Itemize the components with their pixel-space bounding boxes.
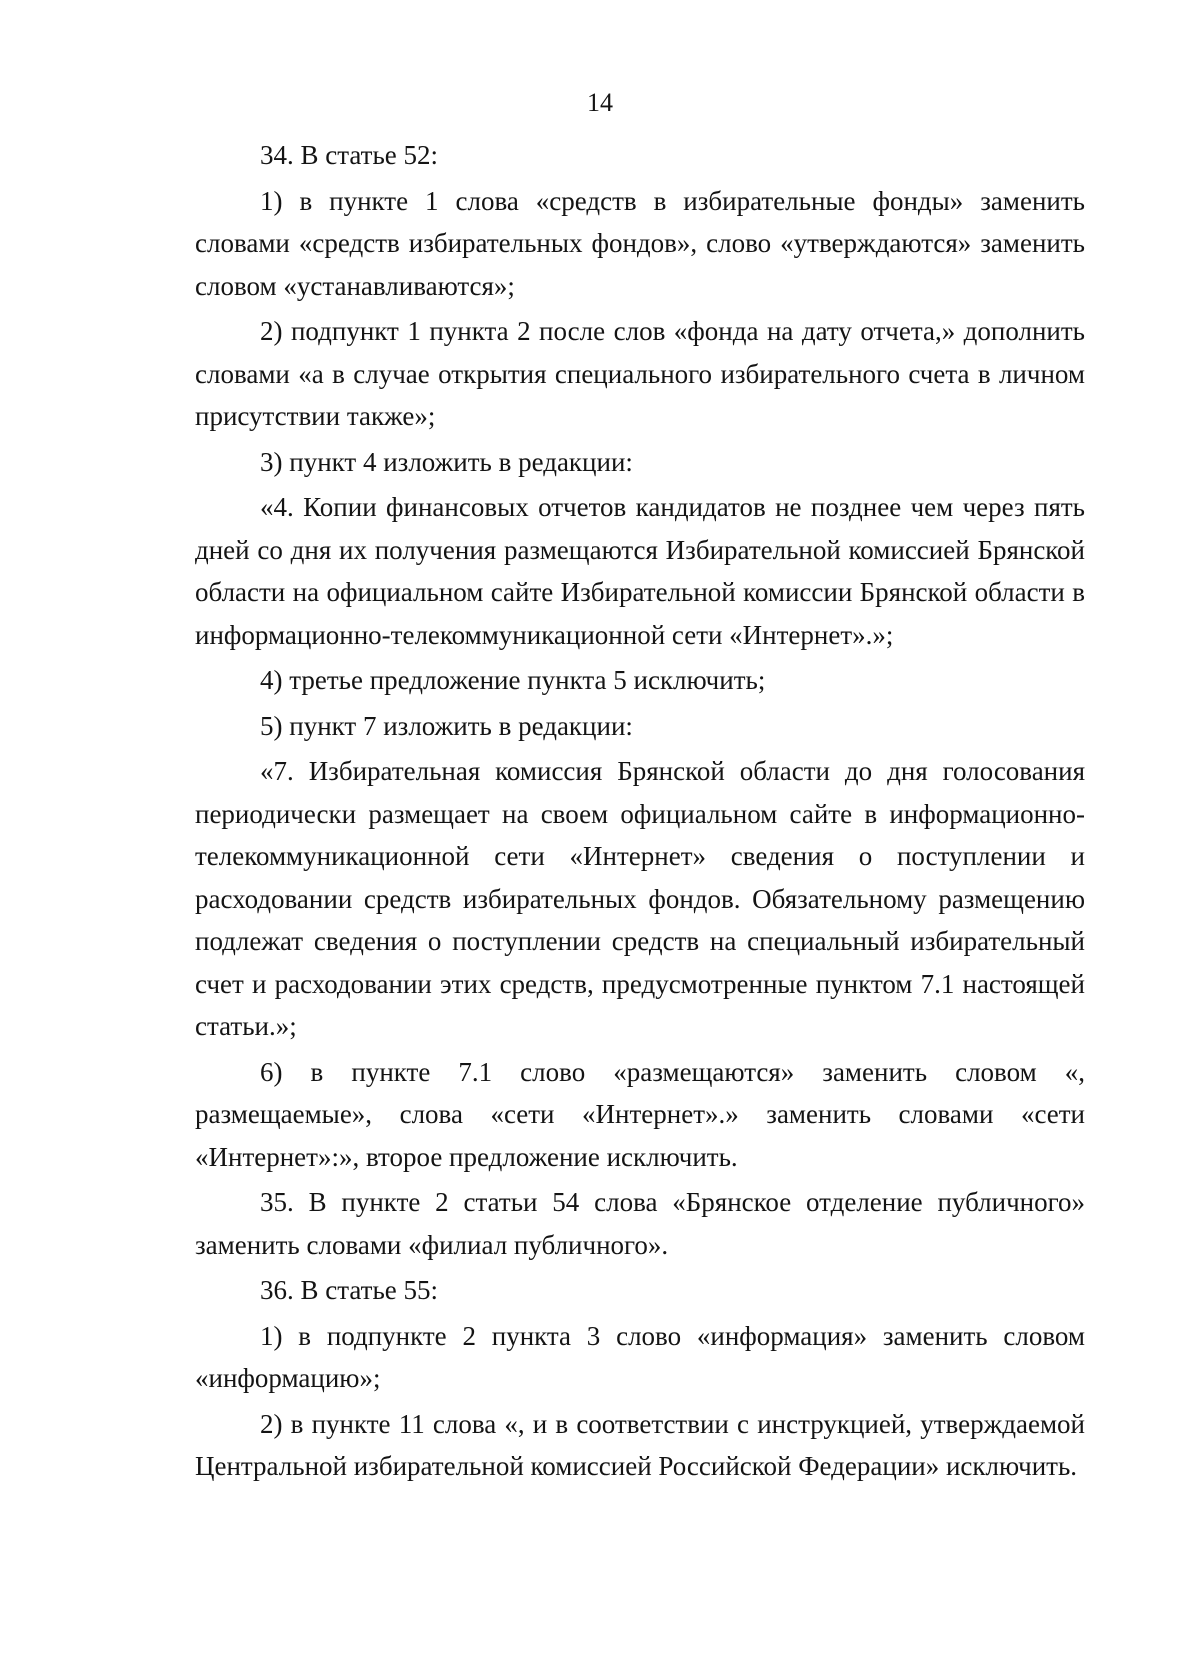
- paragraph-article-55-item-2: 2) в пункте 11 слова «, и в соответствии с инструкцией, утверждаемой Центральной избирательной комиссией Российской Федерации» исключить.: [195, 1408, 1085, 1481]
- paragraph-article-35: 35. В пункте 2 статьи 54 слова «Брянское отделение публичного» заменить словами «филиал публичного».: [195, 1187, 1085, 1260]
- paragraph-article-55-item-1: 1) в подпункте 2 пункта 3 слово «информация» заменить словом «информацию»;: [195, 1320, 1085, 1393]
- paragraph-item-2: 2) подпункт 1 пункта 2 после слов «фонда на дату отчета,» дополнить словами «а в случае открытия специального избирательного счета в личном присутствии также»;: [195, 316, 1085, 431]
- paragraph-item-6: 6) в пункте 7.1 слово «размещаются» заменить словом «, размещаемые», слова «сети «Интернет».» заменить словами «сети «Интернет»:», второе предложение исключить.: [195, 1056, 1085, 1172]
- paragraph-point-4-text: «4. Копии финансовых отчетов кандидатов не позднее чем через пять дней со дня их получения размещаются Избирательной комиссией Брянской области на официальном сайте Избирательной комиссии Брянской области в информационно-телекоммуникационной сети «Интернет».»;: [195, 492, 1085, 650]
- article-55-heading: 36. В статье 55:: [260, 1275, 439, 1305]
- article-52-heading: 34. В статье 52:: [260, 140, 439, 170]
- document-body: [195, 134, 1085, 1488]
- paragraph-item-3: 3) пункт 4 изложить в редакции:: [260, 446, 633, 477]
- page-number: 14: [587, 88, 613, 117]
- paragraph-item-1: 1) в пункте 1 слова «средств в избирательные фонды» заменить словами «средств избирательных фондов», слово «утверждаются» заменить словом «устанавливаются»;: [195, 185, 1085, 301]
- paragraph-point-7-text: «7. Избирательная комиссия Брянской области до дня голосования периодически размещает на своем официальном сайте в информационно-телекоммуникационной сети «Интернет» сведения о поступлении и расходовании средств избирательных фондов. Обязательному размещению подлежат сведения о поступлении средств на специальный избирательный счет и расходовании этих средств, предусмотренные пунктом 7.1 настоящей статьи.»;: [195, 756, 1085, 1041]
- paragraph-item-5: 5) пункт 7 изложить в редакции:: [260, 710, 633, 741]
- paragraph-item-4: 4) третье предложение пункта 5 исключить;: [260, 665, 766, 695]
